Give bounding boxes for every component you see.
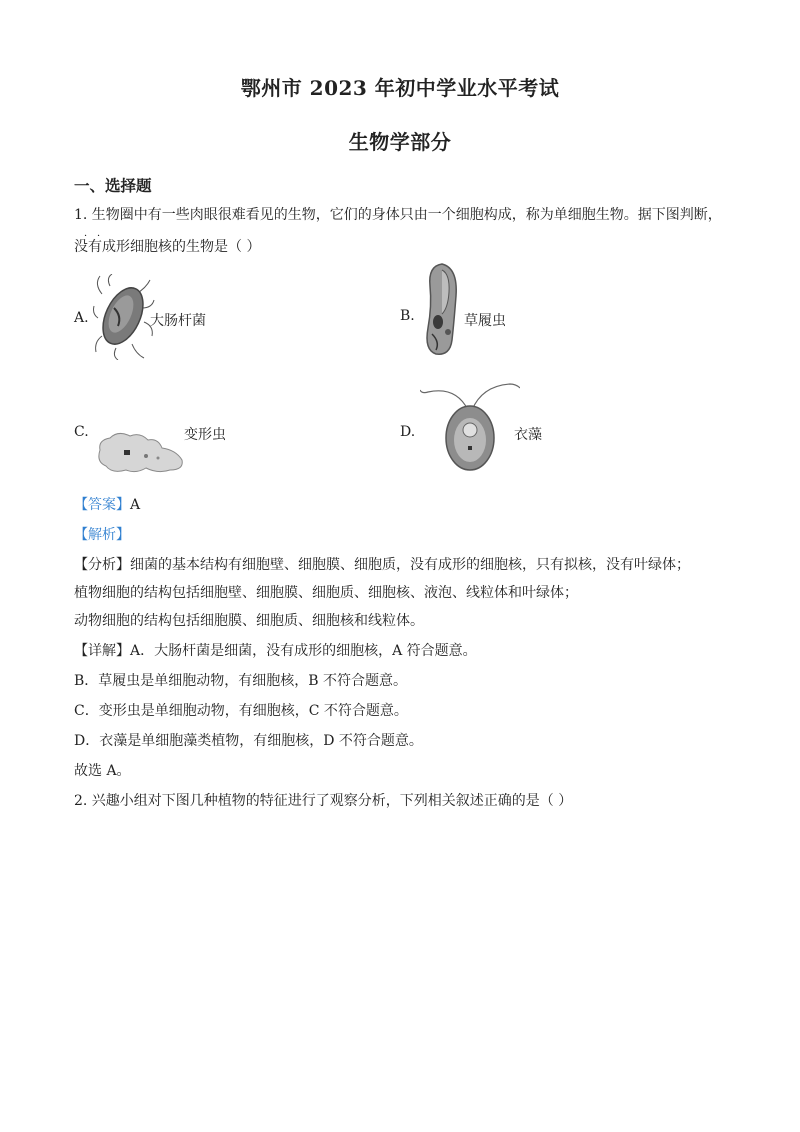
option-a-name: 大肠杆菌 — [150, 313, 206, 329]
detail-a-text: A．大肠杆菌是细菌，没有成形的细胞核，A 符合题意。 — [130, 643, 477, 659]
conclusion-line: 故选 A。 — [74, 763, 131, 779]
option-a-letter: A. — [74, 310, 89, 326]
e-coli-figure — [92, 274, 156, 360]
detail-line-c: C．变形虫是单细胞动物，有细胞核，C 不符合题意。 — [74, 703, 408, 719]
amoeba-figure — [96, 428, 186, 476]
analysis-text1: 细菌的基本结构有细胞壁、细胞膜、细胞质，没有成形的细胞核，只有拟核，没有叶绿体； — [130, 557, 690, 573]
section-heading: 一、选择题 — [74, 176, 152, 195]
analysis-label: 【分析】 — [74, 557, 130, 573]
emphasis-dots: ．． — [84, 228, 115, 239]
analysis-line1 — [74, 554, 690, 574]
option-d-name: 衣藻 — [514, 427, 542, 443]
q1-stem-line1: 1. 生物圈中有一些肉眼很难看见的生物，它们的身体只由一个细胞构成，称为单细胞生物。据下图判断， — [74, 207, 722, 223]
answer-line — [74, 494, 140, 514]
q2-stem: 2. 兴趣小组对下图几种植物的特征进行了观察分析，下列相关叙述正确的是（ ） — [74, 793, 573, 809]
paramecium-figure — [422, 262, 462, 358]
analysis-line3: 动物细胞的结构包括细胞膜、细胞质、细胞核和线粒体。 — [74, 613, 424, 629]
option-b-name: 草履虫 — [464, 313, 506, 329]
chlamydomonas-figure — [420, 380, 520, 472]
analysis-tag: 【解析】 — [74, 527, 130, 543]
option-d-letter: D. — [400, 424, 416, 440]
exam-title: 鄂州市 2023 年初中学业水平考试 — [240, 76, 560, 100]
detail-line-d: D．衣藻是单细胞藻类植物，有细胞核，D 不符合题意。 — [74, 733, 423, 749]
option-b-letter: B. — [400, 308, 415, 324]
detail-line-a — [74, 640, 477, 660]
detail-label: 【详解】 — [74, 643, 130, 659]
option-c-name: 变形虫 — [184, 427, 226, 443]
exam-subtitle: 生物学部分 — [348, 130, 452, 154]
q1-stem-line2: 没有成形细胞核的生物是（ ） — [74, 239, 261, 255]
answer-tag: 【答案】 — [74, 497, 130, 513]
analysis-line2: 植物细胞的结构包括细胞壁、细胞膜、细胞质、细胞核、液泡、线粒体和叶绿体； — [74, 585, 578, 601]
detail-line-b: B．草履虫是单细胞动物，有细胞核，B 不符合题意。 — [74, 673, 408, 689]
answer-value: A — [130, 497, 141, 513]
option-c-letter: C. — [74, 424, 89, 440]
